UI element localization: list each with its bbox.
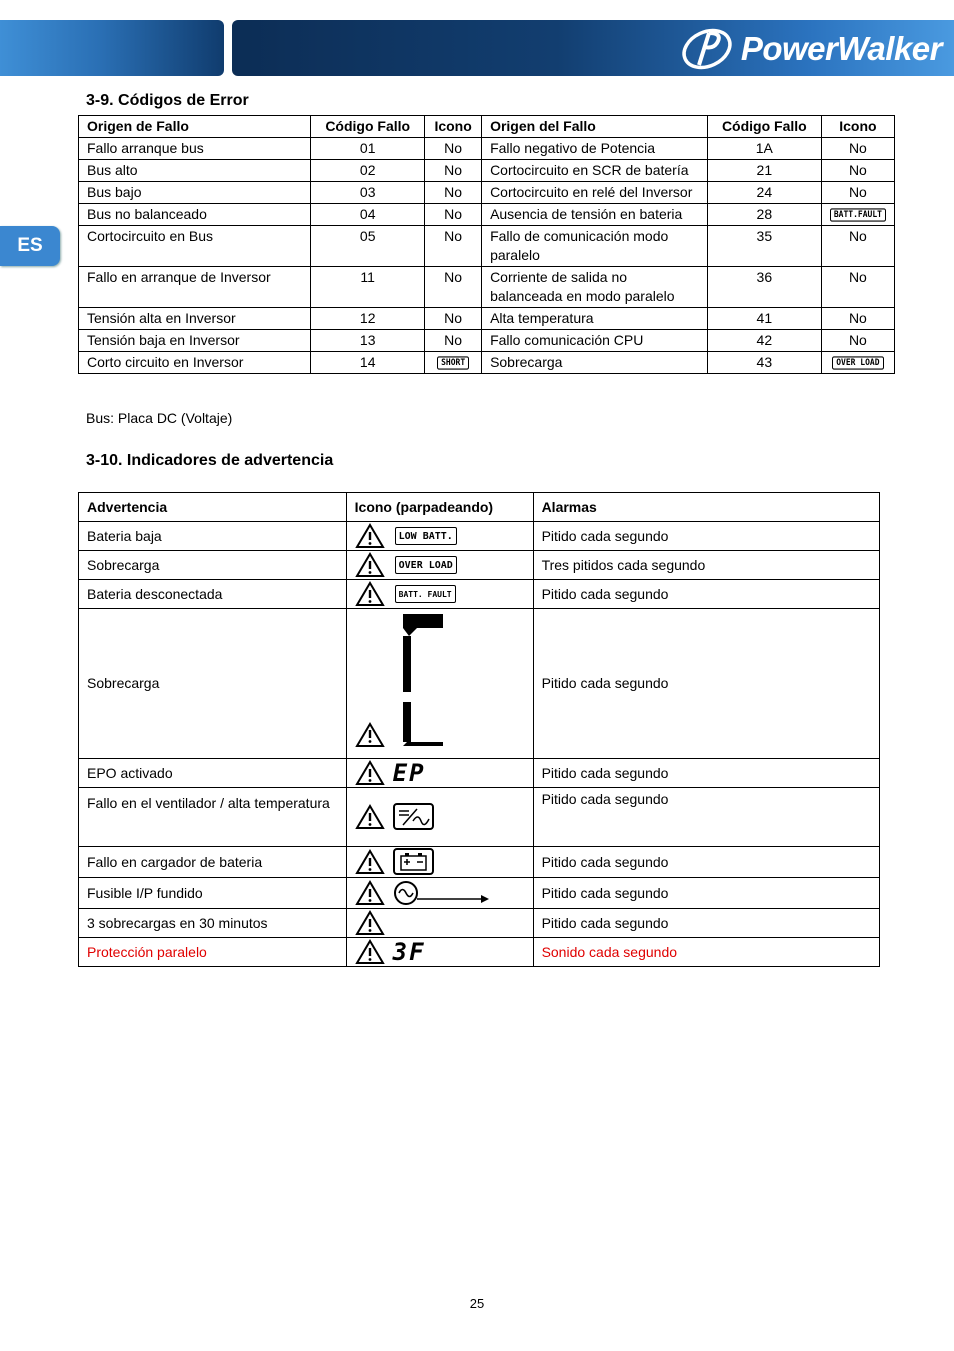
short-icon: SHORT	[437, 357, 469, 370]
cell: No	[821, 267, 894, 308]
col-header: Alarmas	[533, 493, 879, 522]
table-row	[79, 138, 895, 160]
table-row	[79, 330, 895, 352]
cell: 01	[311, 138, 425, 160]
error-codes-table	[78, 115, 895, 374]
warning-triangle-icon	[355, 804, 385, 830]
short-badge-cell	[425, 352, 482, 374]
warning-triangle-icon	[355, 880, 385, 906]
powerwalker-logo-icon	[679, 27, 735, 71]
header-band-left	[0, 20, 224, 76]
warning-cell: Sobrecarga	[79, 609, 347, 759]
alarm-cell: Pitido cada segundo	[533, 847, 879, 878]
table-header-row	[79, 116, 895, 138]
overload-icon: OVER LOAD	[832, 357, 883, 370]
cell: Fallo comunicación CPU	[482, 330, 708, 352]
warning-triangle-icon	[355, 523, 385, 549]
icon-cell	[346, 878, 533, 909]
overload-badge-cell	[821, 352, 894, 374]
warning-triangle-icon	[355, 849, 385, 875]
alarm-cell: Pitido cada segundo	[533, 788, 879, 847]
cell: Fallo de comunicación modo paralelo	[482, 226, 708, 267]
cell: 1A	[707, 138, 821, 160]
warning-cell: Fallo en el ventilador / alta temperatura	[79, 788, 347, 847]
parallel-code: 3F	[392, 938, 426, 966]
icon-cell	[346, 938, 533, 967]
alarm-cell: Tres pitidos cada segundo	[533, 551, 879, 580]
table-row	[79, 522, 880, 551]
cell: 42	[707, 330, 821, 352]
section-title-error-codes: 3-9. Códigos de Error	[86, 92, 249, 109]
cell: Cortocircuito en Bus	[79, 226, 311, 267]
cell: 14	[311, 352, 425, 374]
cell: Sobrecarga	[482, 352, 708, 374]
epo-code: EP	[392, 759, 426, 787]
alarm-cell: Pitido cada segundo	[533, 522, 879, 551]
brand-name: PowerWalker	[740, 30, 942, 67]
table-row	[79, 609, 880, 759]
alarm-cell: Pitido cada segundo	[533, 759, 879, 788]
table-row	[79, 551, 880, 580]
warning-cell: Sobrecarga	[79, 551, 347, 580]
warning-triangle-icon	[355, 581, 385, 607]
cell: Tensión alta en Inversor	[79, 308, 311, 330]
section-title-warnings: 3-10. Indicadores de advertencia	[86, 452, 334, 469]
table-row	[79, 878, 880, 909]
warning-triangle-icon	[355, 910, 385, 936]
table-row	[79, 160, 895, 182]
cell: No	[821, 138, 894, 160]
cell: 04	[311, 204, 425, 226]
cell: 12	[311, 308, 425, 330]
cell: 43	[707, 352, 821, 374]
alarm-cell: Pitido cada segundo	[533, 580, 879, 609]
alarm-cell: Pitido cada segundo	[533, 878, 879, 909]
cell: Alta temperatura	[482, 308, 708, 330]
warning-cell: Protección paralelo	[79, 938, 347, 967]
col-header: Icono (parpadeando)	[346, 493, 533, 522]
warning-triangle-icon	[355, 939, 385, 965]
fan-temperature-icon	[393, 803, 435, 831]
table-row	[79, 909, 880, 938]
cell: Fallo en arranque de Inversor	[79, 267, 311, 308]
table-row	[79, 226, 895, 267]
col-header: Código Fallo	[707, 116, 821, 138]
warning-cell: 3 sobrecargas en 30 minutos	[79, 909, 347, 938]
icon-cell	[346, 788, 533, 847]
cell: Fallo arranque bus	[79, 138, 311, 160]
icon-cell	[346, 522, 533, 551]
table-row	[79, 788, 880, 847]
warnings-table	[78, 492, 880, 967]
cell: No	[821, 182, 894, 204]
table-row	[79, 267, 895, 308]
col-header: Origen de Fallo	[79, 116, 311, 138]
alarm-cell: Pitido cada segundo	[533, 909, 879, 938]
cell: No	[821, 308, 894, 330]
cell: No	[821, 160, 894, 182]
icon-cell	[346, 909, 533, 938]
brand-logo	[679, 27, 942, 71]
cell: Tensión baja en Inversor	[79, 330, 311, 352]
warning-triangle-icon	[355, 552, 385, 578]
icon-cell	[346, 609, 533, 759]
cell: Corriente de salida no balanceada en modo paralelo	[482, 267, 708, 308]
cell: No	[425, 204, 482, 226]
cell: 41	[707, 308, 821, 330]
table-row	[79, 580, 880, 609]
icon-cell	[346, 551, 533, 580]
col-header: Icono	[425, 116, 482, 138]
warning-cell: Bateria desconectada	[79, 580, 347, 609]
cell: Ausencia de tensión en bateria	[482, 204, 708, 226]
ac-input-fuse-icon	[393, 879, 493, 907]
cell: Bus bajo	[79, 182, 311, 204]
cell: Corto circuito en Inversor	[79, 352, 311, 374]
cell: Cortocircuito en relé del Inversor	[482, 182, 708, 204]
cell: No	[821, 330, 894, 352]
cell: 24	[707, 182, 821, 204]
cell: 11	[311, 267, 425, 308]
table-row	[79, 759, 880, 788]
icon-cell	[346, 847, 533, 878]
cell: 02	[311, 160, 425, 182]
col-header: Advertencia	[79, 493, 347, 522]
cell: Cortocircuito en SCR de batería	[482, 160, 708, 182]
cell: No	[425, 267, 482, 308]
table-row	[79, 308, 895, 330]
icon-cell	[346, 580, 533, 609]
cell: 03	[311, 182, 425, 204]
col-header: Origen del Fallo	[482, 116, 708, 138]
cell: 28	[707, 204, 821, 226]
page-number: 25	[469, 1296, 485, 1311]
warning-cell: Bateria baja	[79, 522, 347, 551]
batt-fault-icon: BATT.FAULT	[830, 209, 886, 222]
batt-fault-icon: BATT. FAULT	[395, 585, 456, 603]
cell: 36	[707, 267, 821, 308]
cell: 35	[707, 226, 821, 267]
warning-cell: EPO activado	[79, 759, 347, 788]
cell: Bus no balanceado	[79, 204, 311, 226]
cell: Bus alto	[79, 160, 311, 182]
alarm-cell: Sonido cada segundo	[533, 938, 879, 967]
cell: No	[425, 308, 482, 330]
language-tab: ES	[0, 226, 60, 266]
cell: No	[821, 226, 894, 267]
bus-note: Bus: Placa DC (Voltaje)	[86, 410, 233, 426]
table-header-row	[79, 493, 880, 522]
cell: 13	[311, 330, 425, 352]
table-row	[79, 352, 895, 374]
low-batt-icon: LOW BATT.	[395, 527, 457, 545]
cell: No	[425, 138, 482, 160]
warning-cell: Fusible I/P fundido	[79, 878, 347, 909]
warning-triangle-icon	[355, 760, 385, 786]
battery-charger-icon	[393, 848, 435, 876]
table-row	[79, 847, 880, 878]
alarm-cell: Pitido cada segundo	[533, 609, 879, 759]
col-header: Icono	[821, 116, 894, 138]
batt-fault-badge-cell	[821, 204, 894, 226]
cell: Fallo negativo de Potencia	[482, 138, 708, 160]
load-bar-graph-icon	[355, 610, 455, 750]
overload-icon: OVER LOAD	[395, 556, 457, 574]
cell: No	[425, 182, 482, 204]
col-header: Código Fallo	[311, 116, 425, 138]
cell: No	[425, 160, 482, 182]
table-row	[79, 204, 895, 226]
table-row	[79, 938, 880, 967]
icon-cell	[346, 759, 533, 788]
cell: No	[425, 330, 482, 352]
table-row	[79, 182, 895, 204]
cell: No	[425, 226, 482, 267]
cell: 21	[707, 160, 821, 182]
warning-cell: Fallo en cargador de bateria	[79, 847, 347, 878]
cell: 05	[311, 226, 425, 267]
